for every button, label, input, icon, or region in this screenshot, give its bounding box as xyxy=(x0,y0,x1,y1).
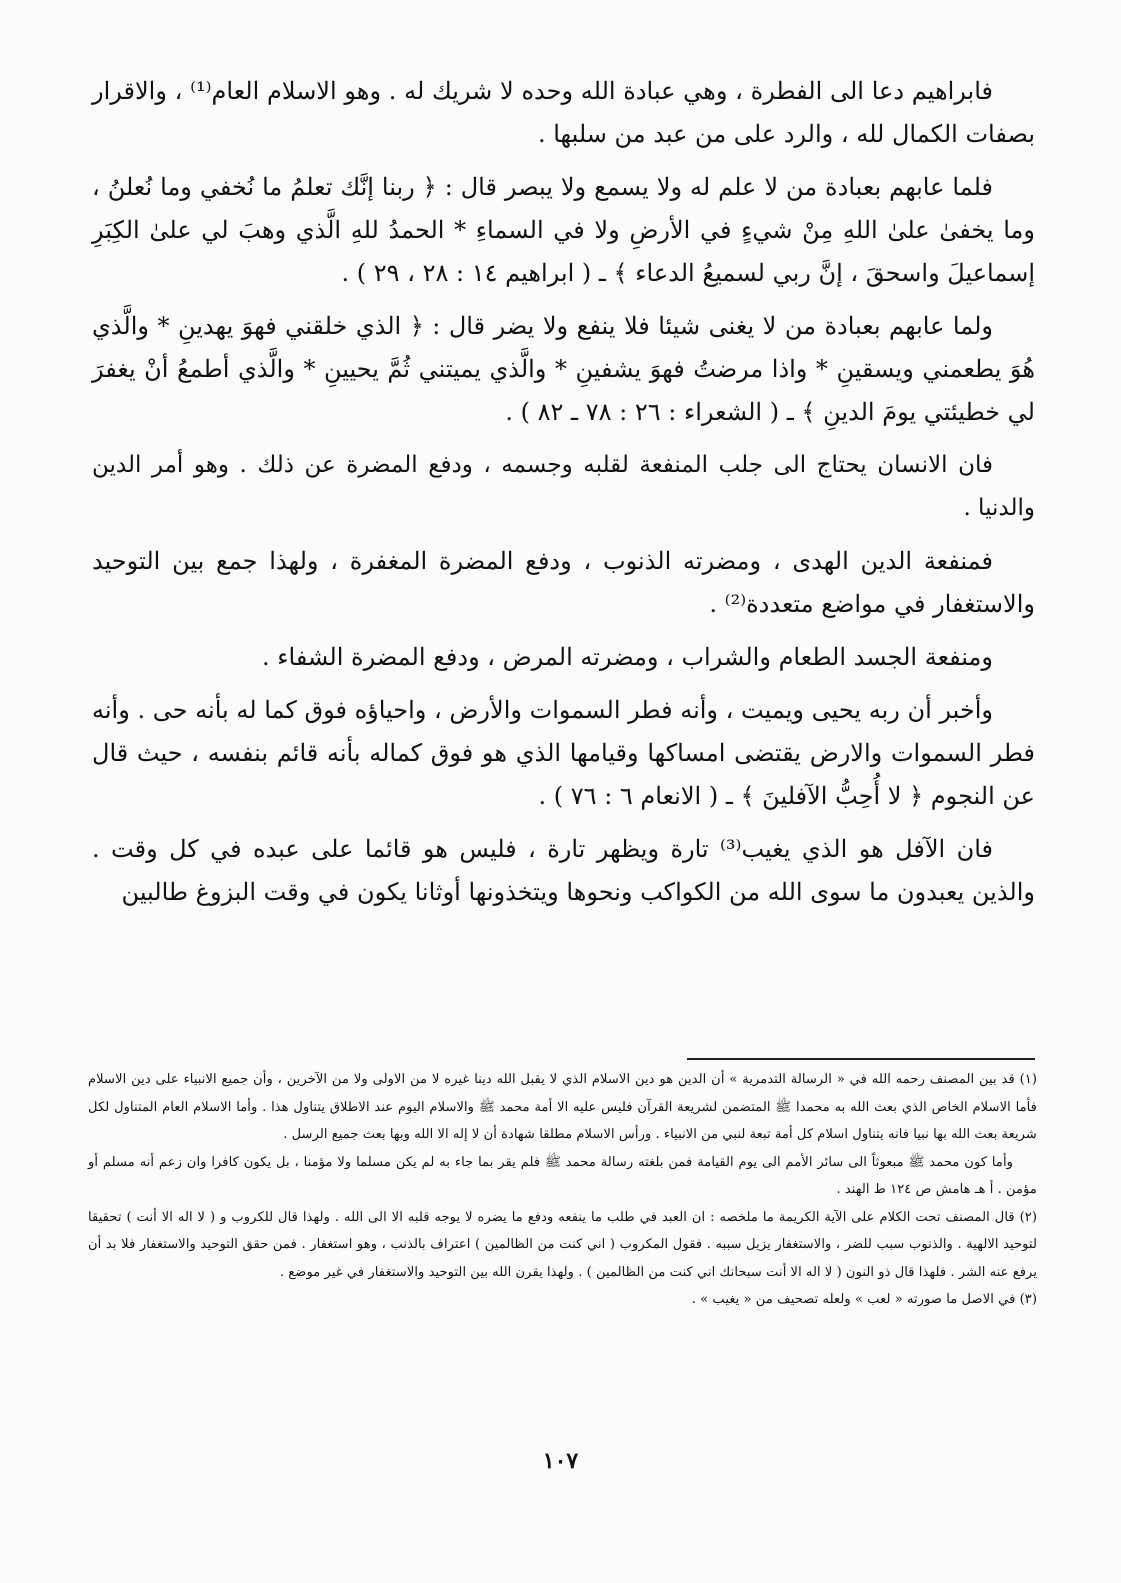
footnote-1: (١) قد بين المصنف رحمه الله في « الرسالة التدمرية » أن الدين هو دين الاسلام الذي لا يقبل الله دينا غيره لا من الاولى ولا من الآخرين ، وأن جميع الانبياء على دين الاسلام فأما الاسلام الخاص الذي بعث الله به محمدا ﷺ المتضمن لشريعة القرآن فليس عليه الا أمة محمد ﷺ والاسلام اليوم عند الاطلاق يتناول هذا . وأما الاسلام العام المتناول لكل شريعة بعث الله بها نبيا فانه يتناول اسلام كل أمة تبعة لنبي من الانبياء . ورأس الاسلام مطلقا شهادة أن لا إله الا الله وبها بعث جميع الرسل . xyxy=(88,1072,1037,1142)
page-number: ١٠٧ xyxy=(542,1448,579,1474)
footnote-3: (٣) في الاصل ما صورته « لعب » ولعله تصحيف من « يغيب » . xyxy=(691,1292,1037,1307)
paragraph: فان الانسان يحتاج الى جلب المنفعة لقلبه وجسمه ، ودفع المضرة عن ذلك . وهو أمر الدين والدنيا . xyxy=(92,452,1035,521)
footnote-2: (٢) قال المصنف تحت الكلام على الآية الكريمة ما ملخصه : ان العبد في طلب ما ينفعه ودفع ما يضره لا يوجه قلبه الا الى الله . ولهذا قال للكروب و ( لا اله الا أنت ) تحقيقا لتوحيد الالهية . والذنوب سبب للضر ، والاستغفار يزيل سببه . فقول المكروب ( اني كنت من الظالمين ) اعتراف بالذنب ، وهو استغفار . فمن حقق التوحيد والاستغفار فلا بد أن يرفع عنه الشر . فلهذا قال ذو النون ( لا اله الا أنت سبحانك اني كنت من الظالمين ) . ولهذا يقرن الله بين التوحيد والاستغفار في غير موضع . xyxy=(88,1209,1037,1280)
paragraph: فابراهيم دعا الى الفطرة ، وهي عبادة الله وحده لا شريك له . وهو الاسلام العام⁽¹⁾ ، والاقرار بصفات الكمال لله ، والرد على من عبد من سلبها . xyxy=(92,77,1035,148)
paragraph: فمنفعة الدين الهدى ، ومضرته الذنوب ، ودفع المضرة المغفرة ، ولهذا جمع بين التوحيد والاستغفار في مواضع متعددة⁽²⁾ . xyxy=(92,547,1035,618)
footnote-1-continued: وأما كون محمد ﷺ مبعوثاً الى سائر الأمم الى يوم القيامة فمن بلغته رسالة محمد ﷺ فلم يقر بما جاء به لم يكن مسلما ولا مؤمنا ، بل يكون كافرا وان زعم أنه مسلم أو مؤمن . أ هـ هامش ص ١٢٤ ط الهند . xyxy=(88,1154,1037,1197)
footnotes xyxy=(88,1066,1037,1314)
paragraph: فلما عابهم بعبادة من لا علم له ولا يسمع ولا يبصر قال : ﴿ ربنا إنَّك تعلمُ ما نُخفي وما نُعلنُ ، وما يخفىٰ علىٰ اللهِ مِنْ شيءٍ في الأرضِ ولا في السماءِ * الحمدُ للهِ الَّذي وهبَ لي علىٰ الكِبَرِ إسماعيلَ واسحقَ ، إنَّ ربي لسميعُ الدعاء ﴾ ـ ( ابراهيم ١٤ : ٢٨ ، ٢٩ ) . xyxy=(92,173,1035,287)
paragraph: ولما عابهم بعبادة من لا يغنى شيئا فلا ينفع ولا يضر قال : ﴿ الذي خلقني فهوَ يهدينِ * والَّذي هُوَ يطعمني ويسقينِ * واذا مرضتُ فهوَ يشفينِ * والَّذي يميتني ثُمَّ يحيينِ * والَّذي أطمعُ أنْ يغفرَ لي خطيئتي يومَ الدينِ ﴾ ـ ( الشعراء : ٢٦ : ٧٨ ـ ٨٢ ) . xyxy=(92,312,1035,426)
main-text xyxy=(92,70,1035,914)
footnote-separator xyxy=(687,1058,1035,1060)
paragraph: وأخبر أن ربه يحيى ويميت ، وأنه فطر السموات والأرض ، واحياؤه فوق كما له بأنه حى . وأنه فطر السموات والارض يقتضى امساكها وقيامها الذي هو فوق كماله بأنه قائم بنفسه ، حيث قال عن النجوم ﴿ لا أُحِبُّ الآفلينَ ﴾ ـ ( الانعام ٦ : ٧٦ ) . xyxy=(92,696,1035,810)
paragraph: فان الآفل هو الذي يغيب⁽³⁾ تارة ويظهر تارة ، فليس هو قائما على عبده في كل وقت . والذين يعبدون ما سوى الله من الكواكب ونحوها ويتخذونها أوثانا يكون في وقت البزوغ طالبين xyxy=(92,835,1035,906)
paragraph: ومنفعة الجسد الطعام والشراب ، ومضرته المرض ، ودفع المضرة الشفاء . xyxy=(262,643,993,671)
